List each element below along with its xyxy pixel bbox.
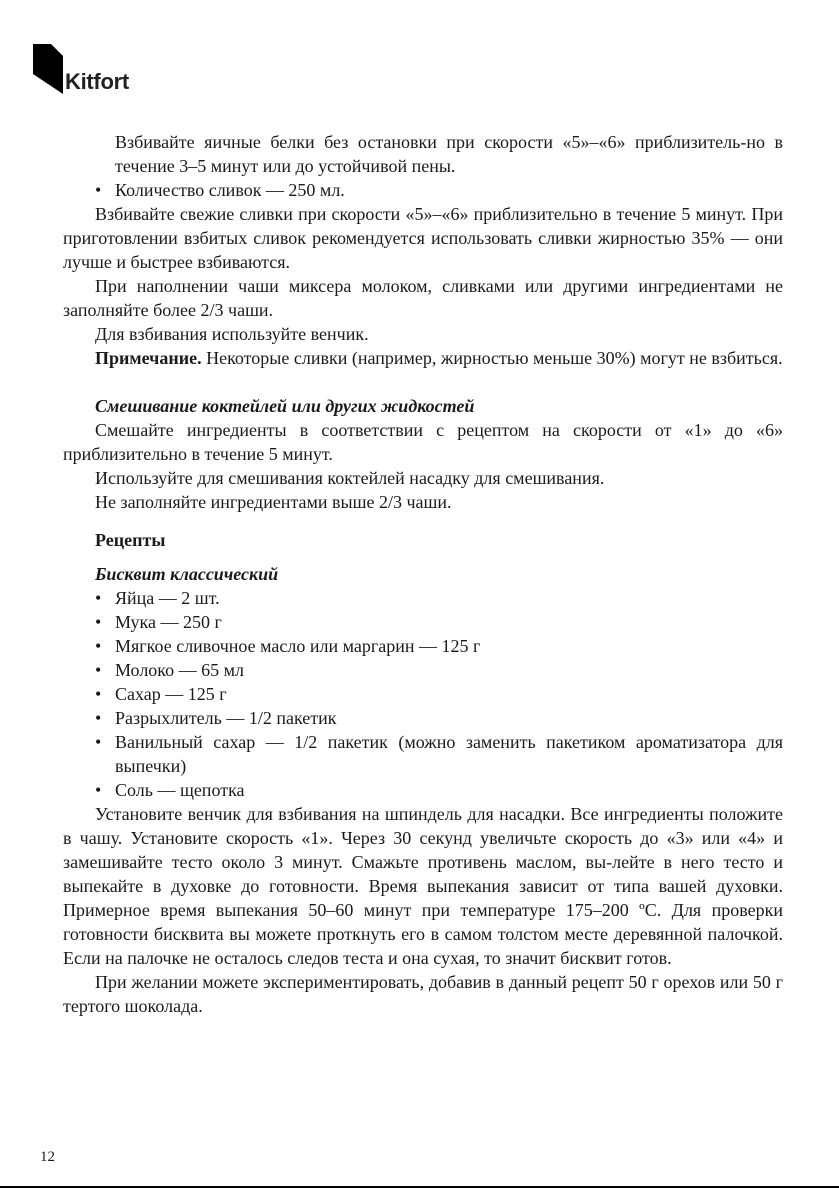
paragraph-fill-limit: При наполнении чаши миксера молоком, сливками или другими ингредиентами не заполняйте более 2/3 чаши. <box>63 276 783 320</box>
list-item: • Мягкое сливочное масло или маргарин — 125 г <box>63 634 783 658</box>
paragraph-mixing: Смешайте ингредиенты в соответствии с рецептом на скорости от «1» до «6» приблизительно в течение 5 минут. <box>63 420 783 464</box>
list-item: • Мука — 250 г <box>63 610 783 634</box>
list-item: • Соль — щепотка <box>63 778 783 802</box>
paragraph-mixing-limit: Не заполняйте ингредиентами выше 2/3 чаши. <box>95 492 452 512</box>
page-content <box>63 130 783 1018</box>
paragraph-mixing-attachment: Используйте для смешивания коктейлей насадку для смешивания. <box>95 468 605 488</box>
paragraph-biscuit-method: Установите венчик для взбивания на шпиндель для насадки. Все ингредиенты положите в чашу. Установите скорость «1». Через 30 секунд увеличьте скорость до «3» или «4» и замешивайте тесто около 3 минут. Смажьте противень маслом, вы-лейте в него тесто и выпекайте в духовке до готовности. Время выпекания зависит от типа вашей духовки. Примерное время выпекания 50–60 минут при температуре 175–200 ºС. Для проверки готовности бисквита вы можете проткнуть его в самом толстом месте деревянной палочкой. Если на палочке не осталось следов теста и она сухая, то значит бисквит готов. <box>63 804 783 968</box>
brand-name: Kitfort <box>65 69 129 94</box>
note-label: Примечание. <box>95 348 202 368</box>
paragraph-egg-whites: Взбивайте яичные белки без остановки при скорости «5»–«6» приблизитель-но в течение 3–5 минут или до устойчивой пены. <box>115 132 783 176</box>
paragraph-cream: Взбивайте свежие сливки при скорости «5»–«6» приблизительно в течение 5 минут. При приготовлении взбитых сливок рекомендуется использовать сливки жирностью 35% — они лучше и быстрее взбиваются. <box>63 204 783 272</box>
list-item: • Разрыхлитель — 1/2 пакетик <box>63 706 783 730</box>
list-item: • Сахар — 125 г <box>63 682 783 706</box>
page-number: 12 <box>40 1149 55 1165</box>
heading-mixing-cocktails: Смешивание коктейлей или других жидкостей <box>95 396 475 416</box>
list-item: • Яйца — 2 шт. <box>63 586 783 610</box>
paragraph-biscuit-variation: При желании можете экспериментировать, добавив в данный рецепт 50 г орехов или 50 г тертого шоколада. <box>63 972 783 1016</box>
list-item: • Ванильный сахар — 1/2 пакетик (можно заменить пакетиком ароматизатора для выпечки) <box>63 730 783 778</box>
heading-recipes: Рецепты <box>95 530 166 550</box>
paragraph-note <box>63 346 783 370</box>
note-text: Некоторые сливки (например, жирностью меньше 30%) могут не взбиться. <box>201 348 783 368</box>
bullet-cream-amount: • Количество сливок — 250 мл. <box>63 178 783 202</box>
heading-biscuit: Бисквит классический <box>95 564 279 584</box>
kitfort-logo-icon <box>33 44 63 94</box>
list-item: • Молоко — 65 мл <box>63 658 783 682</box>
brand-logo <box>33 44 129 94</box>
paragraph-whisk: Для взбивания используйте венчик. <box>95 324 369 344</box>
bottom-divider <box>0 1186 839 1188</box>
